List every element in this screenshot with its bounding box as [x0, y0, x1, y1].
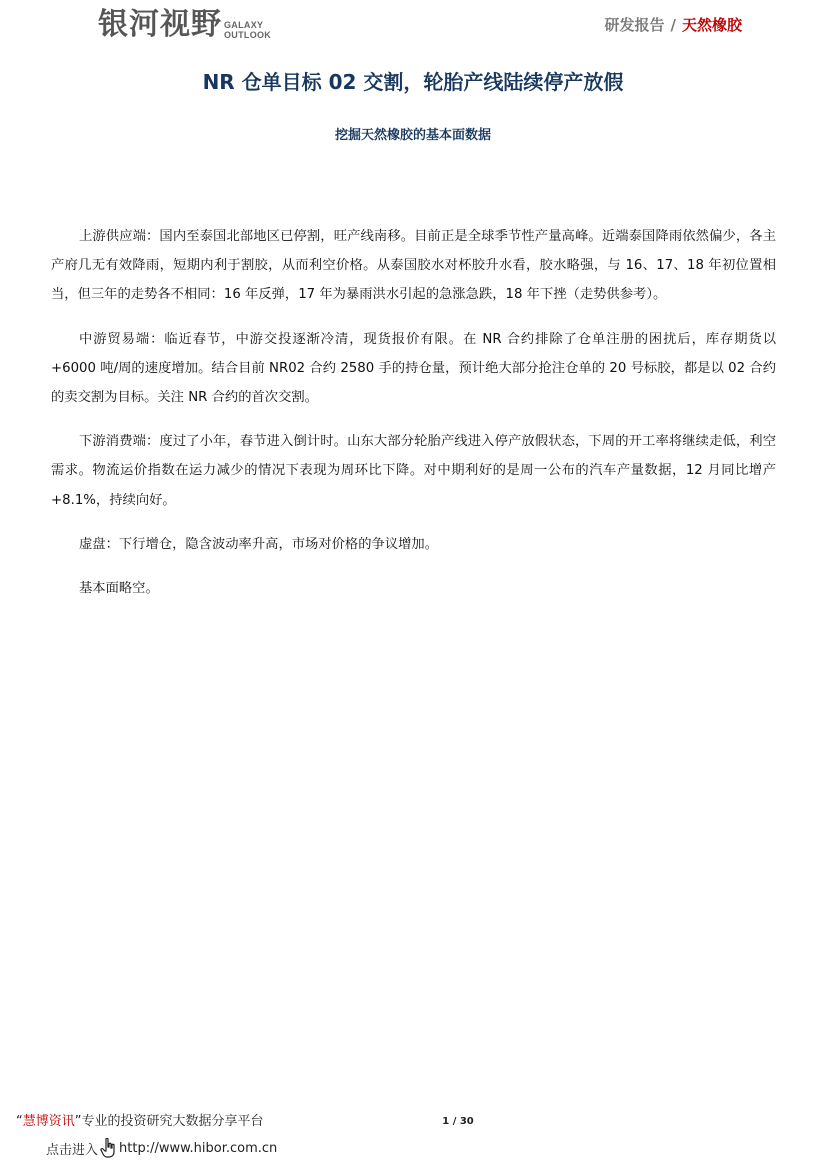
breadcrumb-category: 研发报告 [604, 16, 665, 34]
paragraph-conclusion: 基本面略空。 [79, 581, 159, 597]
paragraph-upstream: 上游供应端：国内至泰国北部地区已停割，旺产线南移。目前正是全球季节性产量高峰。近端泰国降雨依然偏少，各主产府几无有效降雨，短期内利于割胶，从而利空价格。从泰国胶水对杯胶升水看，胶水略强，与 16、17、18 年初位置相当，但三年的走势各不相同：16 年反弹，17 年为暴雨洪水引起的急涨急跌，18 年下挫（走势供参考）。 [51, 229, 776, 303]
logo-tiny-text: ···· [224, 15, 238, 20]
page-number: 1 / 30 [442, 1116, 474, 1127]
report-title: NR 仓单目标 02 交割，轮胎产线陆续停产放假 [202, 70, 624, 94]
pointing-hand-icon [100, 1138, 116, 1158]
logo-chinese-text: 银河视野 [98, 7, 222, 42]
enter-label: 点击进入 [46, 1142, 99, 1158]
breadcrumb-topic: 天然橡胶 [681, 16, 742, 34]
footer-slogan-text: 专业的投资研究大数据分享平台 [81, 1114, 264, 1129]
report-body [51, 222, 776, 618]
galaxy-outlook-logo [98, 6, 271, 42]
footer-brand: 慧博资讯 [22, 1114, 75, 1129]
paragraph-midstream: 中游贸易端：临近春节，中游交投逐渐冷清，现货报价有限。在 NR 合约排除了仓单注册的困扰后，库存期货以+6000 吨/周的速度增加。结合目前 NR02 合约 2580 手的持仓量，预计绝大部分抢注仓单的 20 号标胶，都是以 02 合约的卖交割为目标。关注 NR 合约的首次交割。 [51, 331, 776, 406]
logo-english-text [224, 15, 271, 40]
footer-url-link[interactable]: http://www.hibor.com.cn [119, 1140, 278, 1156]
breadcrumb [604, 14, 742, 35]
logo-galaxy: GALAXY [224, 20, 264, 30]
breadcrumb-separator: / [670, 16, 676, 34]
report-subtitle: 挖掘天然橡胶的基本面数据 [334, 128, 491, 143]
footer-link-row[interactable] [46, 1138, 277, 1158]
quote-open: “ [16, 1114, 23, 1129]
logo-outlook: OUTLOOK [224, 30, 272, 40]
paragraph-downstream: 下游消费端：度过了小年，春节进入倒计时。山东大部分轮胎产线进入停产放假状态，下周的开工率将继续走低，利空需求。物流运价指数在运力减少的情况下表现为周环比下降。对中期利好的是周一公布的汽车产量数据，12 月同比增产+8.1%，持续向好。 [51, 434, 776, 508]
paragraph-virtual: 虚盘：下行增仓，隐含波动率升高，市场对价格的争议增加。 [79, 536, 439, 552]
quote-close: ” [74, 1114, 82, 1129]
